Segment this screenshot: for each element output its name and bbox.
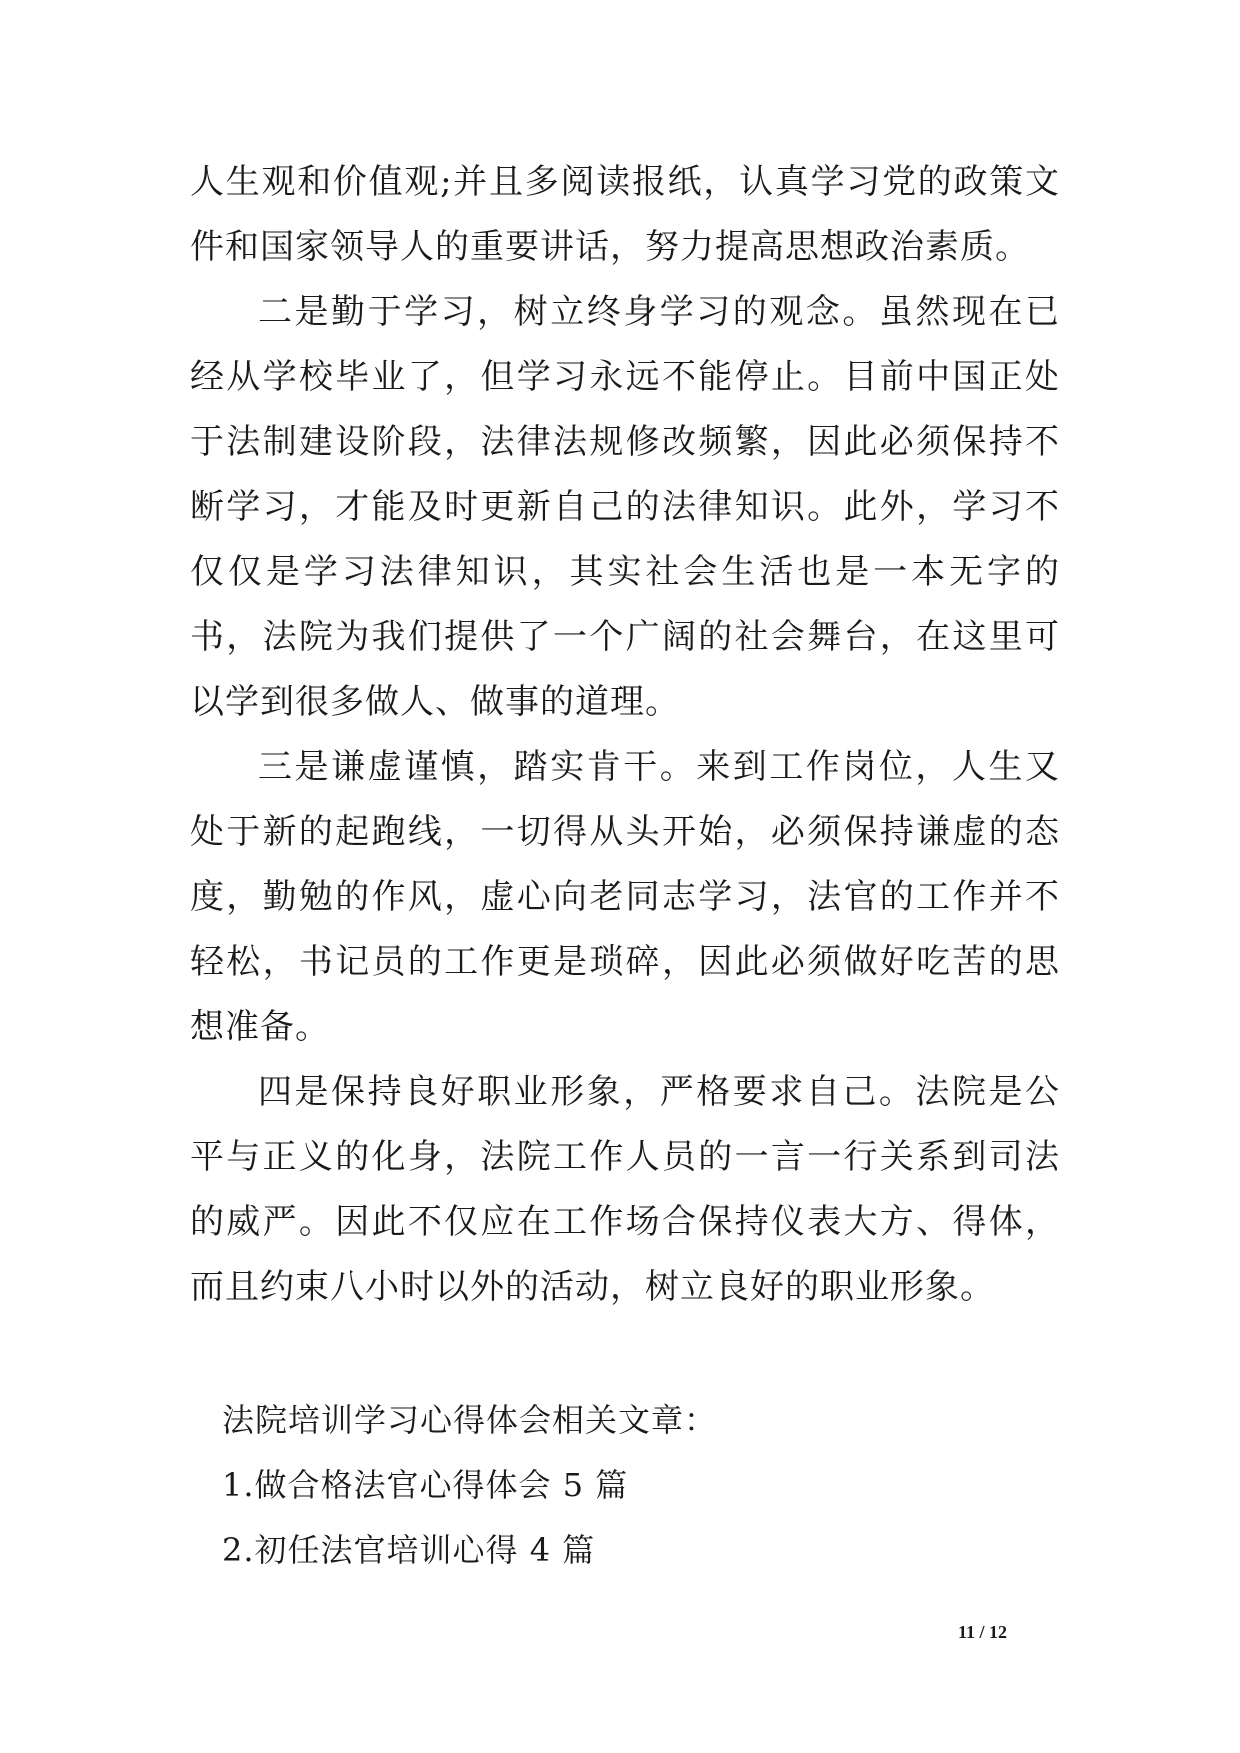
paragraph-continuation: 人生观和价值观;并且多阅读报纸，认真学习党的政策文件和国家领导人的重要讲话，努力提高思想政治素质。 xyxy=(190,162,1060,267)
related-link-1[interactable]: 1.做合格法官心得体会 5 篇 xyxy=(222,1466,629,1504)
related-link-2[interactable]: 2.初任法官培训心得 4 篇 xyxy=(222,1531,596,1569)
related-heading: 法院培训学习心得体会相关文章： xyxy=(222,1401,718,1439)
paragraph-study: 二是勤于学习，树立终身学习的观念。虽然现在已经从学校毕业了，但学习永远不能停止。目前中国正处于法制建设阶段，法律法规修改频繁，因此必须保持不断学习，才能及时更新自己的法律知识。此外，学习不仅仅是学习法律知识，其实社会生活也是一本无字的书，法院为我们提供了一个广阔的社会舞台，在这里可以学到很多做人、做事的道理。 xyxy=(190,292,1060,722)
paragraph-image: 四是保持良好职业形象，严格要求自己。法院是公平与正义的化身，法院工作人员的一言一行关系到司法的威严。因此不仅应在工作场合保持仪表大方、得体，而且约束八小时以外的活动，树立良好的职业形象。 xyxy=(190,1072,1060,1307)
page-number: 11 / 12 xyxy=(958,1622,1008,1642)
paragraph-humility: 三是谦虚谨慎，踏实肯干。来到工作岗位，人生又处于新的起跑线，一切得从头开始，必须保持谦虚的态度，勤勉的作风，虚心向老同志学习，法官的工作并不轻松，书记员的工作更是琐碎，因此必须做好吃苦的思想准备。 xyxy=(190,747,1060,1047)
body-text xyxy=(190,150,1060,1320)
related-articles xyxy=(222,1388,1042,1583)
